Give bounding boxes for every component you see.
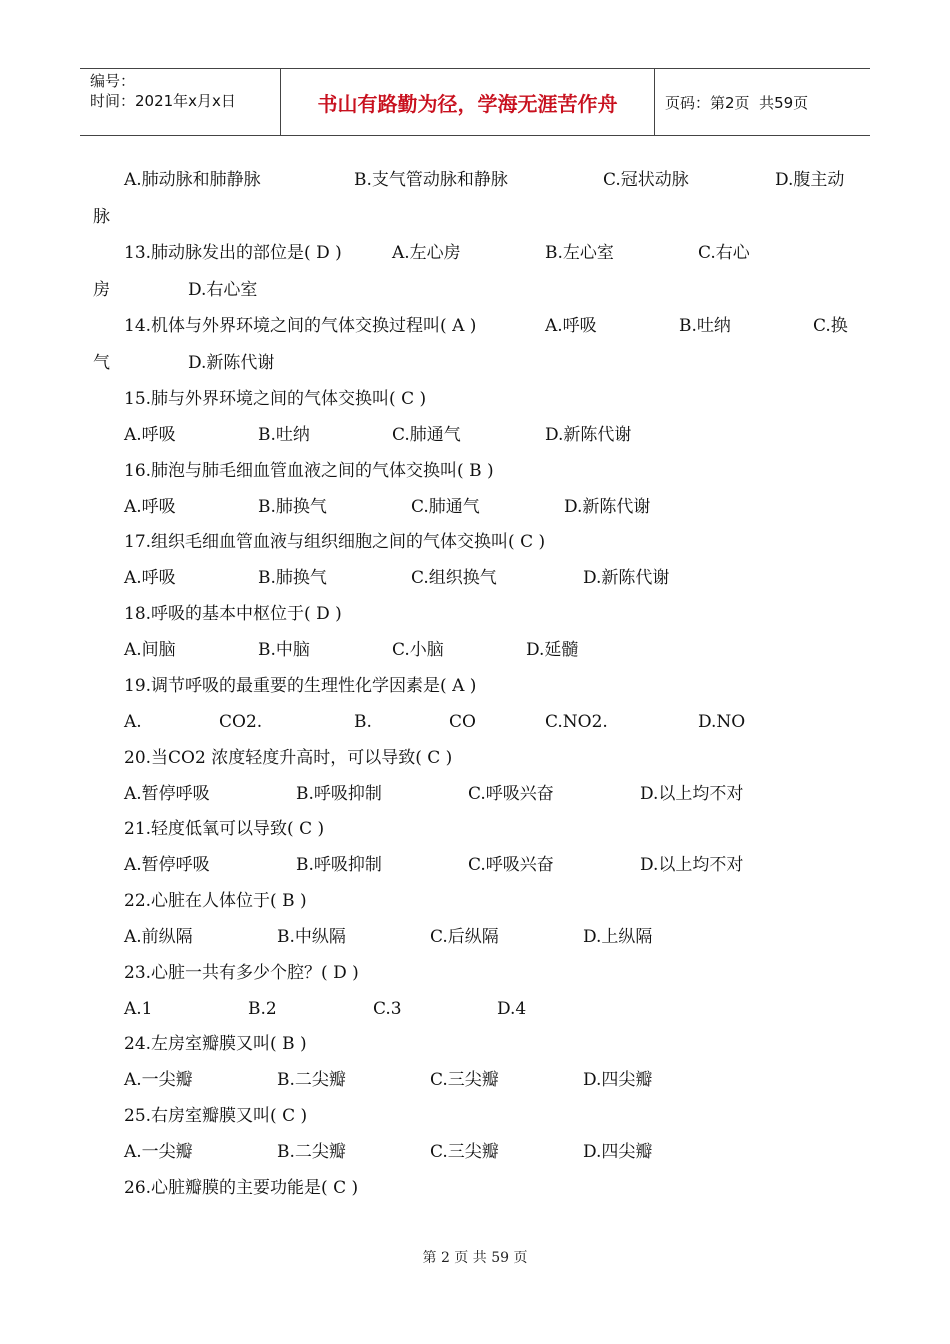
answer-option: C.后纵隔 [430, 927, 499, 947]
answer-option: C.肺通气 [411, 497, 480, 517]
answer-option: B.肺换气 [258, 497, 327, 517]
answer-option: CO2. [219, 712, 263, 732]
question-text: 23.心脏一共有多少个腔？( D ) [124, 963, 359, 983]
answer-option: C.NO2. [545, 712, 608, 732]
question-text: 脉 [93, 207, 110, 227]
date-label: 时间：2021年x月x日 [90, 92, 236, 110]
page-header [80, 68, 870, 136]
question-text: 14.机体与外界环境之间的气体交换过程叫( A ) [124, 316, 477, 336]
answer-option: D.新陈代谢 [545, 425, 632, 445]
header-page-info [655, 69, 870, 135]
answer-option: B.二尖瓣 [277, 1070, 346, 1090]
answer-option: D.以上均不对 [640, 855, 744, 875]
question-text: A.呼吸 [124, 497, 176, 517]
question-text: A.1 [124, 999, 153, 1019]
question-text: 13.肺动脉发出的部位是( D ) [124, 243, 342, 263]
question-text: 21.轻度低氧可以导致( C ) [124, 819, 325, 839]
answer-option: B.2 [248, 999, 277, 1019]
question-text: 20.当CO2 浓度轻度升高时，可以导致( C ) [124, 748, 453, 768]
question-text: A.间脑 [124, 640, 176, 660]
answer-option: C.三尖瓣 [430, 1142, 499, 1162]
header-motto: 书山有路勤为径，学海无涯苦作舟 [281, 69, 655, 135]
answer-option: D.延髓 [526, 640, 579, 660]
answer-option: B.支气管动脉和静脉 [354, 170, 508, 190]
code-label: 编号： [90, 72, 136, 90]
question-text: 15.肺与外界环境之间的气体交换叫( C ) [124, 389, 427, 409]
answer-option: D.四尖瓣 [583, 1070, 653, 1090]
answer-option: D.四尖瓣 [583, 1142, 653, 1162]
question-text: A.呼吸 [124, 425, 176, 445]
header-meta [80, 69, 281, 135]
question-text: 24.左房室瓣膜又叫( B ) [124, 1034, 307, 1054]
answer-option: D.上纵隔 [583, 927, 653, 947]
answer-option: B.吐纳 [679, 316, 731, 336]
answer-option: C.换 [813, 316, 848, 336]
answer-option: C.右心 [698, 243, 750, 263]
answer-option: D.新陈代谢 [564, 497, 651, 517]
answer-option: B.呼吸抑制 [296, 855, 382, 875]
answer-option: B. [354, 712, 372, 732]
answer-option: B.呼吸抑制 [296, 784, 382, 804]
answer-option: CO [449, 712, 476, 732]
answer-option: C.呼吸兴奋 [468, 855, 554, 875]
question-text: 16.肺泡与肺毛细血管血液之间的气体交换叫( B ) [124, 461, 494, 481]
answer-option: C.呼吸兴奋 [468, 784, 554, 804]
answer-option: A.左心房 [392, 243, 461, 263]
question-text: A.暂停呼吸 [124, 855, 210, 875]
answer-option: B.二尖瓣 [277, 1142, 346, 1162]
question-text: A.肺动脉和肺静脉 [124, 170, 261, 190]
answer-option: B.吐纳 [258, 425, 310, 445]
question-text: 气 [93, 353, 110, 373]
question-text: A.前纵隔 [124, 927, 193, 947]
answer-option: D.NO [698, 712, 746, 732]
answer-option: D.新陈代谢 [188, 353, 275, 373]
answer-option: B.中脑 [258, 640, 310, 660]
question-text: 22.心脏在人体位于( B ) [124, 891, 307, 911]
question-text: A.一尖瓣 [124, 1142, 193, 1162]
answer-option: B.中纵隔 [277, 927, 346, 947]
answer-option: C.小脑 [392, 640, 444, 660]
answer-option: D.腹主动 [775, 170, 845, 190]
page-label: 页码：第2页 共59页 [665, 93, 809, 112]
question-text: 18.呼吸的基本中枢位于( D ) [124, 604, 342, 624]
question-text: A.呼吸 [124, 568, 176, 588]
answer-option: D.4 [497, 999, 527, 1019]
answer-option: D.右心室 [188, 280, 258, 300]
question-text: 19.调节呼吸的最重要的生理性化学因素是( A ) [124, 676, 477, 696]
answer-option: B.肺换气 [258, 568, 327, 588]
question-text: A.暂停呼吸 [124, 784, 210, 804]
page-footer: 第 2 页 共 59 页 [422, 1250, 528, 1266]
answer-option: C.组织换气 [411, 568, 497, 588]
question-text: 25.右房室瓣膜又叫( C ) [124, 1106, 308, 1126]
answer-option: C.三尖瓣 [430, 1070, 499, 1090]
answer-option: B.左心室 [545, 243, 614, 263]
answer-option: C.3 [373, 999, 402, 1019]
answer-option: C.冠状动脉 [603, 170, 689, 190]
question-text: A. [124, 712, 142, 732]
answer-option: D.新陈代谢 [583, 568, 670, 588]
question-text: 房 [93, 280, 110, 300]
question-text: 26.心脏瓣膜的主要功能是( C ) [124, 1178, 359, 1198]
question-text: 17.组织毛细血管血液与组织细胞之间的气体交换叫( C ) [124, 532, 546, 552]
answer-option: A.呼吸 [545, 316, 597, 336]
answer-option: D.以上均不对 [640, 784, 744, 804]
question-text: A.一尖瓣 [124, 1070, 193, 1090]
answer-option: C.肺通气 [392, 425, 461, 445]
